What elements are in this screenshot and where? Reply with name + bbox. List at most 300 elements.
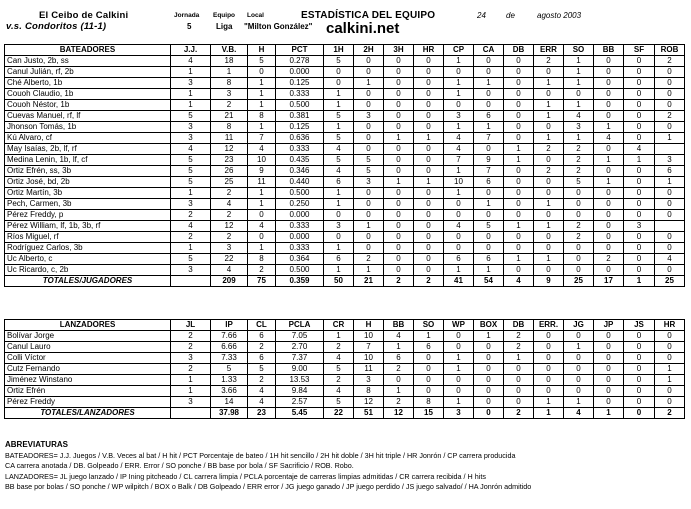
stat-cell: 1 [171, 375, 211, 386]
equipo-label: Equipo [213, 12, 236, 19]
stat-cell: 0 [594, 397, 624, 408]
stat-cell: 0 [655, 67, 685, 78]
stat-cell: 0 [534, 122, 564, 133]
stat-cell: 13.53 [276, 375, 324, 386]
batting-totals-row [5, 276, 685, 287]
column-header: JL [171, 320, 211, 331]
stat-cell: 7.05 [276, 331, 324, 342]
stat-cell: 1 [384, 133, 414, 144]
stat-cell: 0 [504, 243, 534, 254]
stat-cell: 2 [564, 166, 594, 177]
stat-cell: 2 [211, 100, 248, 111]
stat-cell: 1 [564, 397, 594, 408]
pitcher-row [5, 386, 685, 397]
stat-cell: 0 [564, 375, 594, 386]
stat-cell: 1 [474, 122, 504, 133]
stat-cell: 1 [324, 331, 354, 342]
stat-cell: 0 [414, 265, 444, 276]
totals-cell: 5.45 [276, 408, 324, 419]
player-name: Pérez Freddy [5, 397, 171, 408]
stat-cell: 0 [474, 188, 504, 199]
stat-cell: 0 [534, 265, 564, 276]
stat-cell: 2 [594, 254, 624, 265]
stat-cell: 1 [534, 133, 564, 144]
stat-cell: 4 [324, 144, 354, 155]
stat-cell: 0 [414, 166, 444, 177]
stat-cell: 2 [211, 210, 248, 221]
player-name: Cutz Fernando [5, 364, 171, 375]
stat-cell: 1 [414, 133, 444, 144]
player-name: Cuevas Manuel, rf, lf [5, 111, 171, 122]
stat-cell: 1 [564, 342, 594, 353]
stat-cell: 0 [384, 78, 414, 89]
stat-cell: 0 [534, 232, 564, 243]
stat-cell: 0 [248, 67, 276, 78]
stat-cell: 1 [171, 243, 211, 254]
batter-row [5, 133, 685, 144]
stat-cell: 0 [655, 232, 685, 243]
stat-cell: 1 [504, 353, 534, 364]
batter-row [5, 111, 685, 122]
stat-cell: 2 [504, 342, 534, 353]
player-name: Canul Julián, rf, 2b [5, 67, 171, 78]
stat-cell: 1 [504, 254, 534, 265]
stat-cell: 3 [324, 221, 354, 232]
abbreviations-title: ABREVIATURAS [5, 440, 68, 449]
stat-cell: 0.333 [276, 89, 324, 100]
batter-row [5, 67, 685, 78]
stat-cell: 0 [504, 111, 534, 122]
stat-cell: 0 [384, 375, 414, 386]
stat-cell: 0 [444, 67, 474, 78]
stat-cell: 1 [564, 100, 594, 111]
stat-cell: 1 [171, 67, 211, 78]
stat-cell: 0 [594, 166, 624, 177]
stat-cell: 5 [211, 364, 248, 375]
stat-cell: 1 [504, 155, 534, 166]
stat-cell: 0 [444, 232, 474, 243]
stat-cell: 0 [504, 177, 534, 188]
stat-cell: 0 [444, 199, 474, 210]
stat-cell: 0 [474, 342, 504, 353]
stat-cell: 22 [211, 254, 248, 265]
stat-cell: 0 [624, 177, 655, 188]
totals-cell: 21 [354, 276, 384, 287]
stat-cell: 7 [354, 342, 384, 353]
stat-cell: 7 [248, 133, 276, 144]
stat-cell: 0 [504, 397, 534, 408]
stat-cell: 0 [564, 331, 594, 342]
stat-cell: 0 [414, 375, 444, 386]
stat-cell: 1 [171, 386, 211, 397]
totals-cell: 37.98 [211, 408, 248, 419]
stat-cell: 0 [504, 386, 534, 397]
stat-cell: 0.250 [276, 199, 324, 210]
stat-cell: 1 [324, 122, 354, 133]
stat-cell: 0 [534, 375, 564, 386]
stat-cell: 0 [414, 56, 444, 67]
totals-cell: 0 [624, 408, 655, 419]
batter-row [5, 89, 685, 100]
stat-cell: 0 [414, 78, 444, 89]
totals-cell: 3 [444, 408, 474, 419]
totals-cell: 0 [474, 408, 504, 419]
stat-cell: 9.84 [276, 386, 324, 397]
stat-cell: 2 [354, 254, 384, 265]
stat-cell: 0.435 [276, 155, 324, 166]
stat-cell: 0 [655, 188, 685, 199]
stat-cell: 0 [594, 243, 624, 254]
pitcher-row [5, 364, 685, 375]
stat-cell: 0 [594, 375, 624, 386]
column-header: SO [564, 45, 594, 56]
column-header: J.J. [171, 45, 211, 56]
stat-cell: 10 [354, 353, 384, 364]
stat-cell: 5 [324, 111, 354, 122]
stat-cell: 0 [474, 375, 504, 386]
stat-cell: 2 [384, 397, 414, 408]
stat-cell: 0 [474, 232, 504, 243]
stat-cell: 1 [324, 100, 354, 111]
stat-cell: 1 [324, 243, 354, 254]
stat-cell: 0 [504, 265, 534, 276]
stat-cell: 0 [594, 199, 624, 210]
stat-cell: 0 [354, 67, 384, 78]
stat-cell: 1 [655, 364, 685, 375]
stat-cell: 1 [444, 364, 474, 375]
stat-cell: 0 [534, 331, 564, 342]
totals-cell: 54 [474, 276, 504, 287]
player-name: Bolívar Jorge [5, 331, 171, 342]
batting-table [4, 44, 685, 287]
stat-cell: 23 [211, 155, 248, 166]
stat-cell: 0 [594, 331, 624, 342]
stat-cell: 0 [504, 89, 534, 100]
pitcher-row [5, 342, 685, 353]
stat-cell: 0 [414, 221, 444, 232]
stat-cell: 0 [248, 210, 276, 221]
stat-cell: 0 [534, 89, 564, 100]
stat-cell: 0 [594, 342, 624, 353]
player-name: Jhonson Tomás, 1b [5, 122, 171, 133]
stat-cell: 0 [534, 67, 564, 78]
stat-cell: 2 [564, 232, 594, 243]
stat-cell: 1 [564, 56, 594, 67]
stat-cell: 0 [655, 386, 685, 397]
stat-cell: 4 [444, 133, 474, 144]
stat-cell: 0 [594, 386, 624, 397]
player-name: May Isaías, 2b, lf, rf [5, 144, 171, 155]
stat-cell: 4 [171, 56, 211, 67]
pitcher-row [5, 331, 685, 342]
stat-cell: 1 [248, 100, 276, 111]
abbreviation-line: LANZADORES= JL juego lanzado / IP Ining pitcheado / CL carrera limpia / PCLA porcentaje de carreras limpias admitidas / CR carrera recibida / H hits [5, 471, 486, 481]
stat-cell: 0 [384, 155, 414, 166]
stat-cell: 6 [474, 177, 504, 188]
column-header: WP [444, 320, 474, 331]
stat-cell: 0 [564, 89, 594, 100]
stat-cell: 0 [414, 353, 444, 364]
batter-row [5, 254, 685, 265]
stat-cell: 0.000 [276, 210, 324, 221]
stat-cell: 2 [384, 364, 414, 375]
stat-cell: 3 [354, 375, 384, 386]
stat-cell: 1 [534, 100, 564, 111]
player-name: Ortiz Efrén, ss, 3b [5, 166, 171, 177]
stat-cell: 0 [534, 155, 564, 166]
stat-cell: 0 [354, 89, 384, 100]
batter-row [5, 144, 685, 155]
totals-cell: 9 [534, 276, 564, 287]
totals-cell: 50 [324, 276, 354, 287]
stat-cell: 6.66 [211, 342, 248, 353]
stat-cell: 0.000 [276, 67, 324, 78]
stat-cell: 0 [655, 265, 685, 276]
stat-cell: 0 [534, 342, 564, 353]
stat-cell: 0 [414, 67, 444, 78]
stat-cell: 0 [564, 199, 594, 210]
batter-row [5, 177, 685, 188]
stat-cell: 0 [624, 111, 655, 122]
column-header: DB [504, 45, 534, 56]
stat-cell: 2 [534, 56, 564, 67]
stat-cell: 1 [444, 166, 474, 177]
stat-cell: 1 [354, 78, 384, 89]
stat-cell: 3 [211, 243, 248, 254]
player-name: Kú Alvaro, cf [5, 133, 171, 144]
stat-cell: 0 [655, 100, 685, 111]
stat-cell: 1 [324, 265, 354, 276]
stat-cell: 1 [474, 199, 504, 210]
stat-cell: 0.000 [276, 232, 324, 243]
stat-cell: 0 [594, 232, 624, 243]
stat-cell: 0 [474, 243, 504, 254]
stat-cell: 6 [248, 331, 276, 342]
stat-cell: 0 [624, 89, 655, 100]
stat-cell: 0 [624, 56, 655, 67]
page-title: ESTADÍSTICA DEL EQUIPO [301, 10, 436, 21]
stat-cell: 1 [211, 67, 248, 78]
stat-cell: 0 [594, 56, 624, 67]
player-name: Uc Ricardo, c, 2b [5, 265, 171, 276]
totals-cell: 2 [384, 276, 414, 287]
totals-cell: 12 [384, 408, 414, 419]
column-header: SF [624, 45, 655, 56]
stat-cell: 5 [171, 177, 211, 188]
stat-cell: 1 [504, 221, 534, 232]
stat-cell: 5 [171, 155, 211, 166]
stat-cell: 2 [534, 144, 564, 155]
stat-cell: 5 [354, 155, 384, 166]
totals-cell: 23 [248, 408, 276, 419]
stat-cell: 0 [594, 78, 624, 89]
stat-cell: 2 [248, 265, 276, 276]
stat-cell: 0 [384, 265, 414, 276]
stat-cell: 10 [354, 331, 384, 342]
stat-cell: 0 [444, 210, 474, 221]
stat-cell: 0 [624, 353, 655, 364]
stat-cell: 2 [504, 331, 534, 342]
column-header: H [354, 320, 384, 331]
stat-cell: 1 [474, 78, 504, 89]
stat-cell: 8 [211, 122, 248, 133]
stat-cell: 0 [384, 67, 414, 78]
stat-cell: 8 [248, 111, 276, 122]
stat-cell: 1 [324, 199, 354, 210]
stat-cell: 0 [624, 331, 655, 342]
stat-cell: 0 [624, 386, 655, 397]
stat-cell: 1 [624, 155, 655, 166]
totals-cell: 209 [211, 276, 248, 287]
stat-cell: 1 [324, 188, 354, 199]
batter-row [5, 155, 685, 166]
player-name: Ríos Miguel, rf [5, 232, 171, 243]
stat-cell: 1 [534, 254, 564, 265]
stat-cell: 25 [211, 177, 248, 188]
stat-cell: 0 [414, 89, 444, 100]
stat-cell: 0.278 [276, 56, 324, 67]
player-name: Ortiz Efrén [5, 386, 171, 397]
stat-cell: 0.333 [276, 243, 324, 254]
stat-cell: 0 [534, 243, 564, 254]
totals-cell: 22 [324, 408, 354, 419]
stat-cell: 0.364 [276, 254, 324, 265]
stat-cell: 4 [655, 254, 685, 265]
stat-cell: 0 [594, 100, 624, 111]
stat-cell: 1 [564, 133, 594, 144]
column-header: ROB [655, 45, 685, 56]
stat-cell: 0 [655, 210, 685, 221]
stat-cell: 0 [655, 122, 685, 133]
stat-cell: 1 [444, 265, 474, 276]
stat-cell: 0 [474, 386, 504, 397]
stat-cell: 1 [564, 78, 594, 89]
column-header: V.B. [211, 45, 248, 56]
stat-cell: 12 [211, 144, 248, 155]
totals-cell: 2 [655, 408, 685, 419]
stat-cell: 2 [171, 331, 211, 342]
column-header: BB [594, 45, 624, 56]
stat-cell: 0 [354, 210, 384, 221]
stat-cell: 4 [324, 166, 354, 177]
stat-cell: 0 [384, 199, 414, 210]
stat-cell: 5 [324, 155, 354, 166]
totals-label: TOTALES/JUGADORES [5, 276, 171, 287]
stat-cell: 1 [444, 78, 474, 89]
stat-cell: 0 [624, 78, 655, 89]
stat-cell: 1 [248, 89, 276, 100]
stat-cell: 0 [414, 199, 444, 210]
batter-row [5, 243, 685, 254]
stat-cell: 5 [354, 166, 384, 177]
stat-cell: 1 [444, 122, 474, 133]
stat-cell: 7.33 [211, 353, 248, 364]
stat-cell: 0.500 [276, 100, 324, 111]
stat-cell: 5 [171, 111, 211, 122]
stat-cell: 1 [474, 331, 504, 342]
stat-cell: 2 [324, 375, 354, 386]
stat-cell: 0 [414, 254, 444, 265]
stat-cell: 0 [384, 56, 414, 67]
totals-cell: 17 [594, 276, 624, 287]
stat-cell: 1 [594, 177, 624, 188]
totals-cell: 4 [504, 276, 534, 287]
totals-cell [171, 408, 211, 419]
stat-cell: 0 [655, 78, 685, 89]
stat-cell: 0 [474, 89, 504, 100]
stat-cell: 0 [624, 100, 655, 111]
stat-cell: 4 [624, 144, 655, 155]
stat-cell: 0 [384, 254, 414, 265]
stat-cell: 0 [534, 353, 564, 364]
player-name: Ché Alberto, 1b [5, 78, 171, 89]
stat-cell: 7 [444, 155, 474, 166]
stat-cell: 0 [444, 331, 474, 342]
date-de: de [506, 11, 515, 20]
batter-row [5, 188, 685, 199]
stat-cell: 0.333 [276, 144, 324, 155]
totals-cell: 4 [564, 408, 594, 419]
stat-cell: 0 [444, 100, 474, 111]
stat-cell: 1 [384, 177, 414, 188]
column-header: PCT [276, 45, 324, 56]
stat-cell: 0 [624, 243, 655, 254]
stat-cell [655, 221, 685, 232]
pitching-table [4, 319, 685, 419]
stat-cell: 0 [324, 67, 354, 78]
stat-cell: 1 [248, 188, 276, 199]
site-name: calkini.net [326, 20, 400, 37]
stat-cell: 21 [211, 111, 248, 122]
stat-cell: 1 [384, 342, 414, 353]
stat-cell: 0 [594, 89, 624, 100]
stat-cell: 0 [655, 199, 685, 210]
stat-cell: 0 [624, 375, 655, 386]
batter-row [5, 210, 685, 221]
stat-cell: 9.00 [276, 364, 324, 375]
column-header: SO [414, 320, 444, 331]
stat-cell: 2 [171, 364, 211, 375]
stat-cell: 0 [594, 221, 624, 232]
stat-cell: 0 [354, 122, 384, 133]
column-header: BB [384, 320, 414, 331]
stat-cell: 8 [248, 254, 276, 265]
stat-cell: 1 [171, 89, 211, 100]
stat-cell: 2 [248, 375, 276, 386]
pitching-totals-row [5, 408, 685, 419]
stat-cell: 0 [504, 78, 534, 89]
player-name: Can Justo, 2b, ss [5, 56, 171, 67]
stat-cell: 0.333 [276, 221, 324, 232]
stat-cell: 0 [655, 353, 685, 364]
stat-cell: 0 [354, 56, 384, 67]
stat-cell: 0 [534, 210, 564, 221]
stat-cell: 1 [444, 56, 474, 67]
column-header: ERR. [534, 320, 564, 331]
stat-cell: 0 [534, 188, 564, 199]
stat-cell: 0 [564, 243, 594, 254]
opponent-name: v.s. Condoritos (11-1) [6, 21, 107, 32]
totals-label: TOTALES/LANZADORES [5, 408, 171, 419]
stat-cell: 6 [248, 353, 276, 364]
batter-row [5, 199, 685, 210]
stat-cell: 1 [474, 265, 504, 276]
stat-cell: 0 [474, 397, 504, 408]
stat-cell: 0 [474, 210, 504, 221]
stat-cell: 1 [534, 199, 564, 210]
stat-cell: 6 [414, 342, 444, 353]
stat-cell: 0 [474, 67, 504, 78]
